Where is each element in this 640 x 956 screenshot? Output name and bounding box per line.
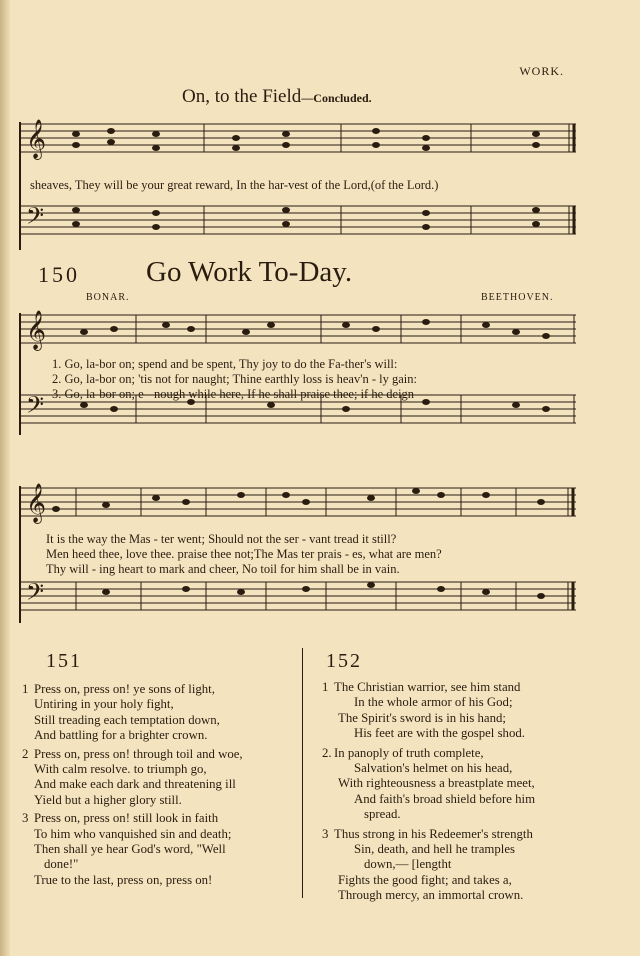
verse-number: 3	[322, 826, 329, 841]
verse-line: Sin, death, and hell he tramples	[354, 842, 515, 857]
hymn-150-number: 150	[38, 262, 80, 287]
verse-line: In panoply of truth complete,	[334, 745, 484, 760]
hymn-152-number: 152	[326, 650, 362, 672]
verse-line: To him who vanquished sin and death;	[34, 826, 232, 841]
verse-line: And make each dark and threatening ill	[34, 777, 236, 792]
verse-line: done!"	[44, 857, 79, 872]
svg-text:𝄞: 𝄞	[26, 485, 47, 522]
verse-line: The Christian warrior, see him stand	[334, 680, 521, 694]
hymn-150-composer: BEETHOVEN.	[481, 292, 554, 303]
verse-line: spread.	[364, 807, 401, 822]
verse-line: And faith's broad shield before him	[354, 791, 536, 806]
svg-text:𝄞: 𝄞	[26, 312, 47, 349]
verse-line: down,— [lengtht	[364, 857, 452, 872]
page-edge	[0, 0, 10, 956]
verse-line: Through mercy, an immortal crown.	[338, 888, 524, 903]
hymn-152-verse-2	[322, 746, 535, 823]
verse-line: Fights the good fight; and takes a,	[338, 872, 512, 887]
svg-text:𝄢: 𝄢	[26, 393, 45, 424]
verse-number: 3	[22, 811, 29, 826]
verse-line: Still treading each temptation down,	[34, 712, 220, 727]
hymn-151-verses	[22, 682, 243, 888]
verse-number: 1	[22, 682, 29, 696]
verse-number: 1	[322, 680, 329, 694]
hymn-151-verse-1	[22, 682, 243, 744]
column-divider	[302, 648, 303, 898]
verse-line: Salvation's helmet on his head,	[354, 761, 513, 776]
verse-line: Press on, press on! ye sons of light,	[34, 682, 215, 696]
verse-line: True to the last, press on, press on!	[34, 872, 213, 887]
continued-hymn-title	[182, 86, 372, 108]
svg-text:𝄢: 𝄢	[26, 204, 45, 235]
verse-line: In the whole armor of his God;	[354, 695, 513, 710]
verse-number: 2	[22, 746, 29, 761]
svg-text:𝄢: 𝄢	[26, 580, 45, 611]
hymn-151-verse-3	[22, 811, 243, 888]
continued-lyric: sheaves, They will be your great reward, In the har-vest of the Lord,(of the Lord.)	[30, 178, 439, 192]
verse-line: Yield but a higher glory still.	[34, 792, 182, 807]
verse-line: With righteousness a breastplate meet,	[338, 776, 535, 791]
verse-line: The Spirit's sword is in his hand;	[338, 710, 506, 725]
verse-line: His feet are with the gospel shod.	[354, 726, 525, 741]
hymn-152-verse-1	[322, 680, 535, 742]
hymn-150-lyric-1-1: 1. Go, la-bor on; spend and be spent, Thy joy to do the Fa-ther's will:	[52, 357, 398, 371]
hymn-151-number: 151	[46, 650, 82, 672]
hymn-150-title: Go Work To-Day.	[146, 256, 353, 288]
hymn-150-lyric-2-1: It is the way the Mas - ter went; Should not the ser - vant tread it still?	[46, 532, 397, 546]
verse-line: Thus strong in his Redeemer's strength	[334, 826, 533, 841]
section-header: WORK.	[519, 64, 564, 78]
verse-line: With calm resolve. to triumph go,	[34, 762, 207, 777]
hymn-150-lyric-1-3: 3. Go, la-bor on; e - nough while here, If he shall praise thee; if he deign	[52, 387, 415, 401]
continued-title-text: On, to the Field	[182, 86, 302, 107]
verse-line: Press on, press on! through toil and woe,	[34, 746, 243, 761]
continued-title-suffix: —Concluded.	[301, 91, 372, 105]
hymn-150-lyric-1-2: 2. Go, la-bor on; 'tis not for naught; Thine earthly loss is heav'n - ly gain:	[52, 372, 417, 386]
hymn-150-lyric-2-2: Men heed thee, love thee. praise thee not;The Mas ter prais - es, what are men?	[46, 547, 442, 561]
verse-line: Untiring in your holy fight,	[34, 697, 174, 712]
verse-line: Then shall ye hear God's word, "Well	[34, 842, 226, 857]
svg-text:𝄞: 𝄞	[26, 121, 47, 158]
hymn-151-verse-2	[22, 747, 243, 809]
hymn-150-lyric-2-3: Thy will - ing heart to mark and cheer, No toil for him shall be in vain.	[46, 562, 400, 576]
hymn-152-verses	[322, 680, 535, 904]
hymn-150-author: BONAR.	[86, 292, 130, 303]
verse-line: And battling for a brighter crown.	[34, 728, 208, 743]
verse-line: Press on, press on! still look in faith	[34, 811, 219, 826]
hymn-152-verse-3	[322, 827, 535, 904]
verse-number: 2.	[322, 745, 332, 760]
